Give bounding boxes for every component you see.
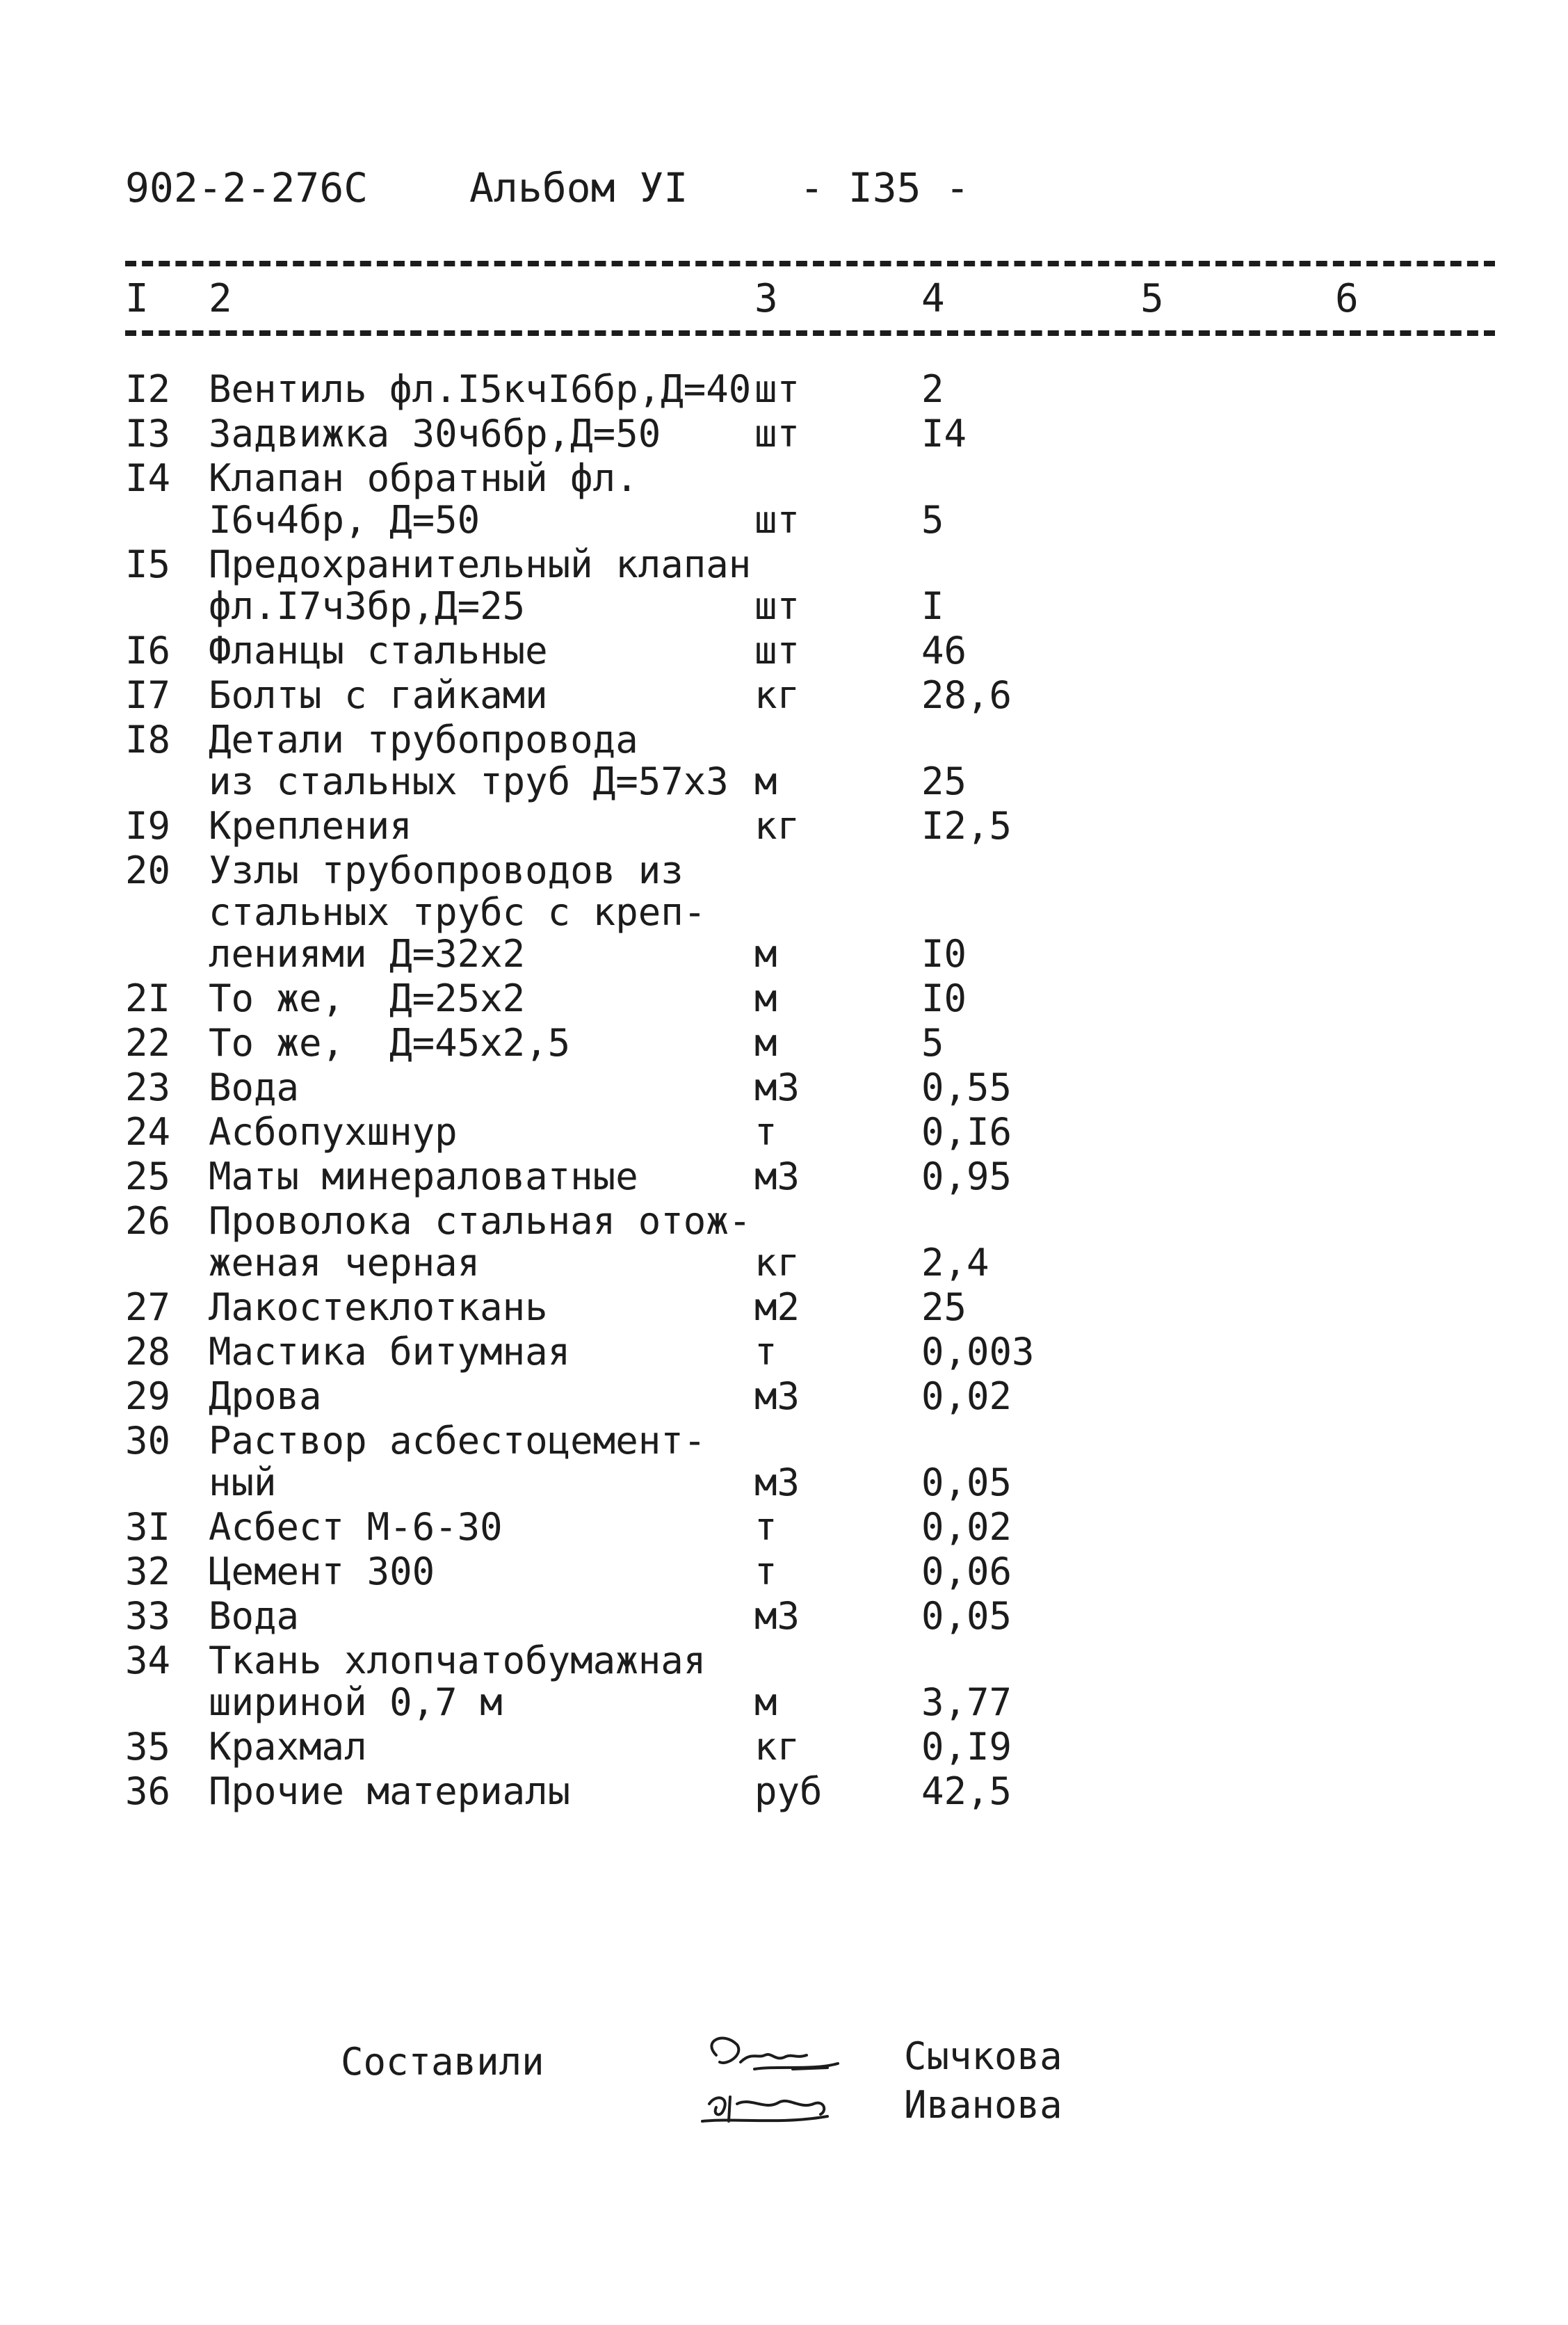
material-name: Проволока стальная отож- женая черная [209, 1199, 752, 1285]
quantity: 2,4 [921, 1241, 989, 1285]
unit: м3 [754, 1155, 800, 1198]
document-code: 902-2-276C [125, 164, 369, 211]
unit: кг [754, 804, 800, 848]
table-row [0, 805, 1568, 847]
row-number: 20 [125, 848, 171, 892]
table-row [0, 675, 1568, 716]
table-row [0, 1551, 1568, 1593]
signer-name: Иванова [904, 2083, 1062, 2127]
column-header-6: 6 [1335, 276, 1359, 321]
unit: м [754, 932, 777, 976]
unit: м3 [754, 1065, 800, 1109]
handwritten-signatures [688, 2027, 890, 2146]
table-row [0, 630, 1568, 672]
table-row [0, 1506, 1568, 1548]
quantity: 25 [921, 1285, 967, 1329]
quantity: 0,02 [921, 1505, 1012, 1549]
table-row [0, 544, 1568, 627]
row-number: 34 [125, 1639, 171, 1682]
quantity: 0,05 [921, 1594, 1012, 1638]
table-row [0, 1640, 1568, 1723]
material-name: Крепления [209, 804, 412, 848]
quantity: I4 [921, 412, 967, 456]
row-number: I8 [125, 718, 171, 762]
row-number: 30 [125, 1419, 171, 1463]
unit: кг [754, 1241, 800, 1285]
row-number: I2 [125, 367, 171, 411]
unit: шт [754, 584, 800, 628]
material-name: Крахмал [209, 1725, 367, 1769]
material-name: Детали трубопровода из стальных труб Д=57х3 [209, 718, 729, 803]
row-number: I6 [125, 629, 171, 673]
row-number: 2I [125, 976, 171, 1020]
unit: м2 [754, 1285, 800, 1329]
quantity: 0,I6 [921, 1110, 1012, 1154]
table-row [0, 1111, 1568, 1153]
material-name: Задвижка 30ч6бр,Д=50 [209, 412, 661, 456]
unit: м [754, 976, 777, 1020]
row-number: 33 [125, 1594, 171, 1638]
header-rule-top [125, 261, 1495, 266]
material-name: Ткань хлопчатобумажная шириной 0,7 м [209, 1639, 706, 1724]
row-number: 22 [125, 1021, 171, 1065]
column-header-3: 3 [754, 276, 778, 321]
material-name: Прочие материалы [209, 1769, 571, 1813]
unit: т [754, 1110, 777, 1154]
table-row [0, 1156, 1568, 1198]
header-rule-bottom [125, 330, 1495, 336]
table-row [0, 1595, 1568, 1637]
material-name: Болты с гайками [209, 673, 548, 717]
material-name: Лакостеклоткань [209, 1285, 548, 1329]
unit: кг [754, 1725, 800, 1769]
material-name: Дрова [209, 1374, 322, 1418]
row-number: 26 [125, 1199, 171, 1243]
materials-table [0, 369, 1568, 1815]
material-name: Вода [209, 1065, 300, 1109]
table-row [0, 458, 1568, 541]
table-row [0, 1067, 1568, 1109]
quantity: 0,003 [921, 1330, 1035, 1374]
row-number: I4 [125, 456, 171, 500]
column-header-5: 5 [1140, 276, 1164, 321]
row-number: I9 [125, 804, 171, 848]
material-name: Раствор асбестоцемент- ный [209, 1419, 706, 1504]
quantity: 0,05 [921, 1461, 1012, 1504]
table-row [0, 1331, 1568, 1373]
page-number: - I35 - [800, 164, 970, 211]
material-name: Фланцы стальные [209, 629, 548, 673]
unit: м [754, 759, 777, 803]
row-number: 32 [125, 1550, 171, 1593]
album-label: Альбом УI [469, 164, 688, 211]
unit: шт [754, 367, 800, 411]
row-number: 24 [125, 1110, 171, 1154]
quantity: 42,5 [921, 1769, 1012, 1813]
material-name: Асбест М-6-30 [209, 1505, 503, 1549]
material-name: Маты минераловатные [209, 1155, 638, 1198]
unit: м3 [754, 1374, 800, 1418]
quantity: 3,77 [921, 1680, 1012, 1724]
unit: м3 [754, 1461, 800, 1504]
quantity: I [921, 584, 944, 628]
unit: шт [754, 629, 800, 673]
quantity: I0 [921, 932, 967, 976]
unit: м3 [754, 1594, 800, 1638]
unit: м [754, 1680, 777, 1724]
quantity: 0,I9 [921, 1725, 1012, 1769]
table-row [0, 978, 1568, 1020]
quantity: 0,02 [921, 1374, 1012, 1418]
table-row [0, 413, 1568, 455]
unit: кг [754, 673, 800, 717]
signature-block [0, 2027, 1568, 2166]
row-number: 27 [125, 1285, 171, 1329]
material-name: То же, Д=45х2,5 [209, 1021, 571, 1065]
row-number: I7 [125, 673, 171, 717]
unit: м [754, 1021, 777, 1065]
table-row [0, 1200, 1568, 1284]
row-number: 28 [125, 1330, 171, 1374]
column-header-4: 4 [921, 276, 945, 321]
row-number: 29 [125, 1374, 171, 1418]
table-row [0, 850, 1568, 975]
row-number: 25 [125, 1155, 171, 1198]
table-row [0, 369, 1568, 410]
unit: т [754, 1330, 777, 1374]
material-name: Предохранительный клапан фл.I7ч3бр,Д=25 [209, 542, 752, 628]
column-header-1: I [125, 276, 149, 321]
quantity: 5 [921, 498, 944, 542]
row-number: 23 [125, 1065, 171, 1109]
quantity: 0,06 [921, 1550, 1012, 1593]
signer-name: Сычкова [904, 2034, 1062, 2078]
table-row [0, 1771, 1568, 1812]
table-row [0, 1726, 1568, 1768]
column-header-2: 2 [209, 276, 232, 321]
material-name: Вода [209, 1594, 300, 1638]
quantity: 46 [921, 629, 967, 673]
material-name: Вентиль фл.I5кчI6бр,Д=40 [209, 367, 752, 411]
quantity: 0,55 [921, 1065, 1012, 1109]
table-row [0, 1022, 1568, 1064]
quantity: 2 [921, 367, 944, 411]
material-name: Мастика битумная [209, 1330, 571, 1374]
table-row [0, 1287, 1568, 1328]
quantity: I2,5 [921, 804, 1012, 848]
material-name: То же, Д=25х2 [209, 976, 526, 1020]
row-number: 35 [125, 1725, 171, 1769]
table-row [0, 1420, 1568, 1504]
row-number: 36 [125, 1769, 171, 1813]
unit: шт [754, 498, 800, 542]
material-name: Цемент 300 [209, 1550, 435, 1593]
quantity: 5 [921, 1021, 944, 1065]
unit: т [754, 1505, 777, 1549]
material-name: Узлы трубопроводов из стальных трубс с креп- лениями Д=32х2 [209, 848, 706, 976]
unit: шт [754, 412, 800, 456]
row-number: I3 [125, 412, 171, 456]
unit: т [754, 1550, 777, 1593]
unit: руб [754, 1769, 823, 1813]
material-name: Асбопухшнур [209, 1110, 458, 1154]
quantity: 28,6 [921, 673, 1012, 717]
table-row [0, 719, 1568, 803]
row-number: I5 [125, 542, 171, 586]
quantity: 25 [921, 759, 967, 803]
table-row [0, 1376, 1568, 1417]
row-number: 3I [125, 1505, 171, 1549]
compiled-by-label: Составили [341, 2040, 544, 2084]
quantity: I0 [921, 976, 967, 1020]
quantity: 0,95 [921, 1155, 1012, 1198]
material-name: Клапан обратный фл. I6ч4бр, Д=50 [209, 456, 638, 542]
